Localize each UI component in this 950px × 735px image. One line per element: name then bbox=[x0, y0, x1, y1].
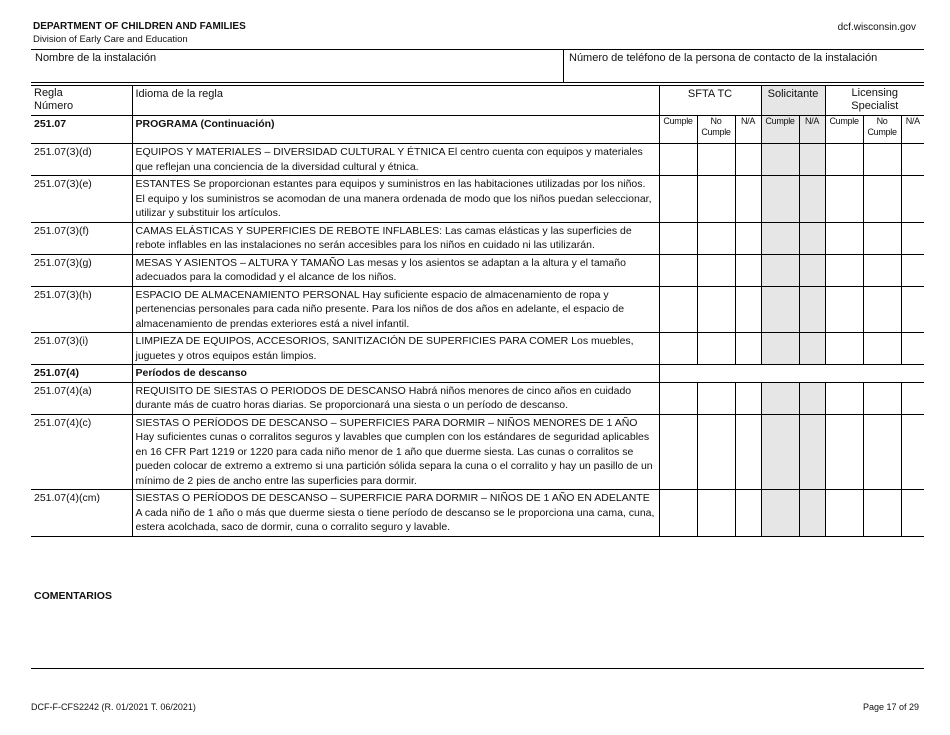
sfta-header: SFTA TC bbox=[659, 86, 761, 116]
rule-text: EQUIPOS Y MATERIALES – DIVERSIDAD CULTURAL Y ÉTNICA El centro cuenta con equipos y materiales que reflejan una conciencia de la diversidad cultural y étnica. bbox=[132, 144, 659, 176]
licensing-meets-cell[interactable] bbox=[825, 222, 863, 254]
rule-language-header: Idioma de la regla bbox=[132, 86, 659, 116]
rule-code: 251.07(3)(h) bbox=[31, 286, 132, 333]
licensing-na-cell[interactable] bbox=[901, 414, 924, 490]
licensing-meets-cell[interactable] bbox=[825, 176, 863, 223]
applicant-na-cell[interactable] bbox=[799, 382, 825, 414]
sfta-not-meets-cell[interactable] bbox=[697, 144, 735, 176]
sfta-not-meets-cell[interactable] bbox=[697, 414, 735, 490]
rule-row bbox=[31, 414, 924, 490]
applicant-na-cell[interactable] bbox=[799, 490, 825, 537]
sfta-meets-cell[interactable] bbox=[659, 382, 697, 414]
rule-row bbox=[31, 286, 924, 333]
rule-text: CAMAS ELÁSTICAS Y SUPERFICIES DE REBOTE INFLABLES: Las camas elásticas y las superficies de rebote inflables en las instalaciones no serán accesibles para los niños en cuidado ni las utilizarán. bbox=[132, 222, 659, 254]
section-title: PROGRAMA (Continuación) bbox=[132, 116, 659, 144]
rule-text: ESTANTES Se proporcionan estantes para equipos y suministros en las habitaciones utilizadas por los niños. El equipo y los suministros se acomodan de una manera ordenada de modo que los niños puedan seleccionar, utilizar y substituir los artículos. bbox=[132, 176, 659, 223]
division-name: Division of Early Care and Education bbox=[33, 34, 188, 45]
licensing-not-meets-cell[interactable] bbox=[863, 222, 901, 254]
applicant-meets-header: Cumple bbox=[761, 116, 799, 144]
sfta-not-meets-cell[interactable] bbox=[697, 254, 735, 286]
section-code: 251.07 bbox=[31, 116, 132, 144]
licensing-na-cell[interactable] bbox=[901, 144, 924, 176]
licensing-meets-cell[interactable] bbox=[825, 144, 863, 176]
rule-row bbox=[31, 333, 924, 365]
licensing-meets-cell[interactable] bbox=[825, 382, 863, 414]
licensing-meets-cell[interactable] bbox=[825, 414, 863, 490]
sfta-na-cell[interactable] bbox=[735, 490, 761, 537]
department-name: DEPARTMENT OF CHILDREN AND FAMILIES bbox=[33, 21, 246, 32]
sfta-na-cell[interactable] bbox=[735, 414, 761, 490]
facility-name-field[interactable]: Nombre de la instalación bbox=[31, 50, 564, 82]
applicant-na-cell[interactable] bbox=[799, 254, 825, 286]
sfta-meets-cell[interactable] bbox=[659, 490, 697, 537]
website: dcf.wisconsin.gov bbox=[837, 22, 916, 33]
licensing-na-header: N/A bbox=[901, 116, 924, 144]
comments-divider bbox=[31, 668, 924, 669]
rule-row bbox=[31, 490, 924, 537]
rule-code: 251.07(4)(cm) bbox=[31, 490, 132, 537]
rule-row bbox=[31, 254, 924, 286]
sfta-not-meets-cell[interactable] bbox=[697, 176, 735, 223]
rule-row bbox=[31, 382, 924, 414]
sfta-not-meets-cell[interactable] bbox=[697, 490, 735, 537]
facility-info-row bbox=[31, 49, 924, 83]
applicant-meets-cell[interactable] bbox=[761, 382, 799, 414]
licensing-not-meets-cell[interactable] bbox=[863, 176, 901, 223]
applicant-meets-cell[interactable] bbox=[761, 333, 799, 365]
rule-text: SIESTAS O PERÍODOS DE DESCANSO – SUPERFICIES PARA DORMIR – NIÑOS MENORES DE 1 AÑO Hay suficientes cunas o corralitos seguros y lavables que cumplen con los estándares de seguridad aplicables en 16 CFR Part 1219 or 1220 para cada niño menor de 1 año que duerme siesta. Las cunas o corralitos se pueden colocar de extremo a extremo si una partición sólida separa la cuna o el corralito y hay un pasillo de un mínimo de 2 pies de ancho entre las superficies para dormir. bbox=[132, 414, 659, 490]
subsection-row bbox=[31, 365, 924, 383]
rule-code: 251.07(4)(c) bbox=[31, 414, 132, 490]
sfta-na-cell[interactable] bbox=[735, 286, 761, 333]
applicant-meets-cell[interactable] bbox=[761, 222, 799, 254]
licensing-not-meets-header: No Cumple bbox=[863, 116, 901, 144]
sfta-na-header: N/A bbox=[735, 116, 761, 144]
sfta-na-cell[interactable] bbox=[735, 176, 761, 223]
rule-text: MESAS Y ASIENTOS – ALTURA Y TAMAÑO Las mesas y los asientos se adaptan a la altura y el tamaño adecuados para la comodidad y el alcance de los niños. bbox=[132, 254, 659, 286]
licensing-header: Licensing Specialist bbox=[825, 86, 924, 116]
licensing-na-cell[interactable] bbox=[901, 382, 924, 414]
form-id: DCF-F-CFS2242 (R. 01/2021 T. 06/2021) bbox=[31, 702, 196, 712]
licensing-meets-cell[interactable] bbox=[825, 333, 863, 365]
licensing-not-meets-cell[interactable] bbox=[863, 382, 901, 414]
applicant-na-cell[interactable] bbox=[799, 176, 825, 223]
applicant-na-cell[interactable] bbox=[799, 333, 825, 365]
rule-code: 251.07(3)(g) bbox=[31, 254, 132, 286]
applicant-na-header: N/A bbox=[799, 116, 825, 144]
rule-code: 251.07(4)(a) bbox=[31, 382, 132, 414]
sfta-meets-cell[interactable] bbox=[659, 254, 697, 286]
sfta-meets-cell[interactable] bbox=[659, 414, 697, 490]
licensing-na-cell[interactable] bbox=[901, 286, 924, 333]
licensing-not-meets-cell[interactable] bbox=[863, 254, 901, 286]
rule-text: ESPACIO DE ALMACENAMIENTO PERSONAL Hay suficiente espacio de almacenamiento de ropa y pertenencias personales para cada niño presente. Para los niños de dos años en adelante, el espacio de almacenamiento de prendas exteriores está a nivel infantil. bbox=[132, 286, 659, 333]
licensing-meets-header: Cumple bbox=[825, 116, 863, 144]
sfta-na-cell[interactable] bbox=[735, 144, 761, 176]
rule-code: 251.07(3)(f) bbox=[31, 222, 132, 254]
applicant-na-cell[interactable] bbox=[799, 414, 825, 490]
sfta-na-cell[interactable] bbox=[735, 333, 761, 365]
licensing-not-meets-cell[interactable] bbox=[863, 286, 901, 333]
applicant-na-cell[interactable] bbox=[799, 286, 825, 333]
applicant-meets-cell[interactable] bbox=[761, 490, 799, 537]
sfta-meets-cell[interactable] bbox=[659, 333, 697, 365]
licensing-meets-cell[interactable] bbox=[825, 254, 863, 286]
subsection-blank bbox=[659, 365, 924, 383]
applicant-na-cell[interactable] bbox=[799, 144, 825, 176]
subsection-title: Períodos de descanso bbox=[132, 365, 659, 383]
sfta-meets-cell[interactable] bbox=[659, 176, 697, 223]
rules-table bbox=[31, 85, 924, 537]
sfta-na-cell[interactable] bbox=[735, 222, 761, 254]
rule-code: 251.07(3)(i) bbox=[31, 333, 132, 365]
sfta-na-cell[interactable] bbox=[735, 254, 761, 286]
sfta-na-cell[interactable] bbox=[735, 382, 761, 414]
licensing-not-meets-cell[interactable] bbox=[863, 144, 901, 176]
sfta-not-meets-cell[interactable] bbox=[697, 333, 735, 365]
rule-text: SIESTAS O PERÍODOS DE DESCANSO – SUPERFICIE PARA DORMIR – NIÑOS DE 1 AÑO EN ADELANTE A cada niño de 1 año o más que duerme siesta o tiene período de descanso se le proporciona una cama, cuna, estera acolchada, saco de dormir, cuna o corralito seguro y lavable. bbox=[132, 490, 659, 537]
licensing-not-meets-cell[interactable] bbox=[863, 333, 901, 365]
page-number: Page 17 of 29 bbox=[862, 702, 919, 712]
sfta-meets-cell[interactable] bbox=[659, 286, 697, 333]
sfta-not-meets-cell[interactable] bbox=[697, 222, 735, 254]
licensing-na-cell[interactable] bbox=[901, 490, 924, 537]
comments-label: COMENTARIOS bbox=[34, 590, 112, 602]
rule-row bbox=[31, 222, 924, 254]
rule-code: 251.07(3)(e) bbox=[31, 176, 132, 223]
rule-row bbox=[31, 176, 924, 223]
licensing-meets-cell[interactable] bbox=[825, 286, 863, 333]
licensing-na-cell[interactable] bbox=[901, 333, 924, 365]
applicant-meets-cell[interactable] bbox=[761, 144, 799, 176]
sfta-meets-header: Cumple bbox=[659, 116, 697, 144]
sfta-not-meets-cell[interactable] bbox=[697, 286, 735, 333]
rule-text: LIMPIEZA DE EQUIPOS, ACCESORIOS, SANITIZACIÓN DE SUPERFICIES PARA COMER Los muebles, juguetes y otros equipos están limpios. bbox=[132, 333, 659, 365]
applicant-meets-cell[interactable] bbox=[761, 254, 799, 286]
licensing-na-cell[interactable] bbox=[901, 254, 924, 286]
applicant-header: Solicitante bbox=[761, 86, 825, 116]
applicant-na-cell[interactable] bbox=[799, 222, 825, 254]
subsection-code: 251.07(4) bbox=[31, 365, 132, 383]
sfta-not-meets-header: No Cumple bbox=[697, 116, 735, 144]
contact-phone-field[interactable]: Número de teléfono de la persona de contacto de la instalación bbox=[569, 52, 878, 64]
rule-number-header: Regla Número bbox=[31, 86, 132, 116]
licensing-not-meets-cell[interactable] bbox=[863, 490, 901, 537]
rule-row bbox=[31, 144, 924, 176]
licensing-na-cell[interactable] bbox=[901, 222, 924, 254]
rule-text: REQUISITO DE SIESTAS O PERIODOS DE DESCANSO Habrá niños menores de cinco años en cuidado durante más de cuatro horas diarias. Se proporcionará una siesta o un período de descanso. bbox=[132, 382, 659, 414]
licensing-na-cell[interactable] bbox=[901, 176, 924, 223]
sfta-meets-cell[interactable] bbox=[659, 144, 697, 176]
licensing-not-meets-cell[interactable] bbox=[863, 414, 901, 490]
rule-code: 251.07(3)(d) bbox=[31, 144, 132, 176]
licensing-meets-cell[interactable] bbox=[825, 490, 863, 537]
sfta-meets-cell[interactable] bbox=[659, 222, 697, 254]
sfta-not-meets-cell[interactable] bbox=[697, 382, 735, 414]
applicant-meets-cell[interactable] bbox=[761, 176, 799, 223]
applicant-meets-cell[interactable] bbox=[761, 414, 799, 490]
applicant-meets-cell[interactable] bbox=[761, 286, 799, 333]
